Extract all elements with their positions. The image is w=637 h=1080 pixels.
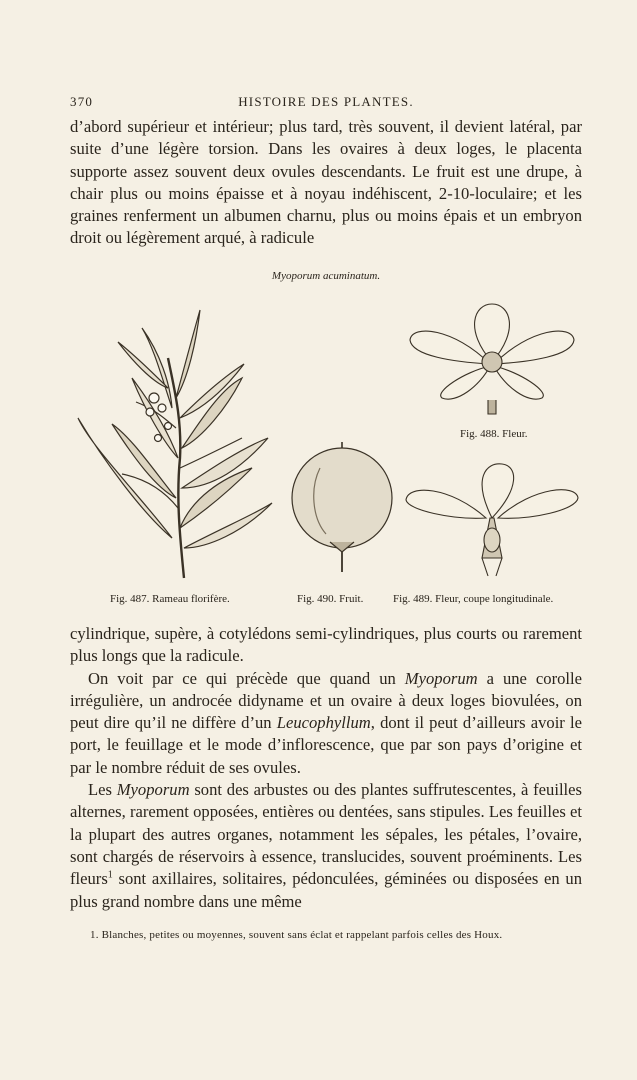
text-block-bottom: [70, 623, 582, 913]
caption-fig-488: Fig. 488. Fleur.: [460, 428, 528, 440]
flowering-branch-illustration: [72, 298, 282, 588]
text-run: sont des arbustes ou des plantes suffrutescentes, à feuilles alternes, rarement opposées, entières ou dentées, sans stipules. Les feuilles et la plupart des autres organes, notamment les sépales, les pétales, l’ovaire, sont chargés de réservoirs à essence, translucides, souvent proéminents. Les fleurs: [70, 780, 582, 889]
text-block-top: [70, 116, 582, 250]
taxon-name: Myoporum: [116, 780, 190, 800]
text-run: sont axillaires, solitaires, pédonculées, géminées ou disposées en un plus grand nombre dans une même: [70, 869, 582, 911]
taxon-name: Myoporum: [404, 668, 478, 688]
fruit-illustration: [290, 438, 394, 576]
text-run: Les: [88, 780, 117, 800]
flower-illustration: [404, 300, 580, 420]
running-title: HISTOIRE DES PLANTES.: [238, 94, 414, 109]
page-number: 370: [70, 94, 94, 109]
paragraph: [70, 668, 582, 779]
footnote-marker: 1: [107, 869, 113, 881]
taxon-name: Leucophyllum: [276, 713, 371, 733]
caption-fig-487: Fig. 487. Rameau florifère.: [110, 593, 230, 605]
flower-section-illustration: [402, 458, 582, 578]
plate-title: Myoporum acuminatum.: [271, 270, 381, 282]
text-run: , dont il peut d’ailleurs avoir le port, le feuillage et le mode d’inflorescence, que par son pays d’origine et par le nombre réduit de ses ovules.: [70, 713, 582, 777]
text-run: On voit par ce qui précède que quand un: [88, 668, 405, 688]
caption-fig-490: Fig. 490. Fruit.: [297, 593, 364, 605]
paragraph: [70, 779, 582, 913]
text-run: a une corolle irrégulière, un androcée didyname et un ovaire à deux loges biovulées, on peut dire qu’il ne diffère d’un: [70, 668, 582, 733]
caption-fig-489: Fig. 489. Fleur, coupe longitudinale.: [393, 593, 554, 605]
page-header: [70, 94, 582, 112]
footnote: 1. Blanches, petites ou moyennes, souvent sans éclat et rappelant parfois celles des Houx.: [90, 929, 503, 941]
paragraph: d’abord supérieur et intérieur; plus tard, très souvent, il devient latéral, par suite d’une légère torsion. Dans les ovaires à deux loges, le placenta supporte assez souvent deux ovules descendants. Le fruit est une drupe, à chair plus ou moins épaisse et à noyau indéhiscent, 2-10-loculaire; et les graines renferment un albumen charnu, plus ou moins épais et un embryon droit ou légèrement arqué, à radicule: [70, 117, 582, 248]
paragraph: cylindrique, supère, à cotylédons semi-cylindriques, plus courts ou rarement plus longs que la radicule.: [70, 624, 582, 666]
